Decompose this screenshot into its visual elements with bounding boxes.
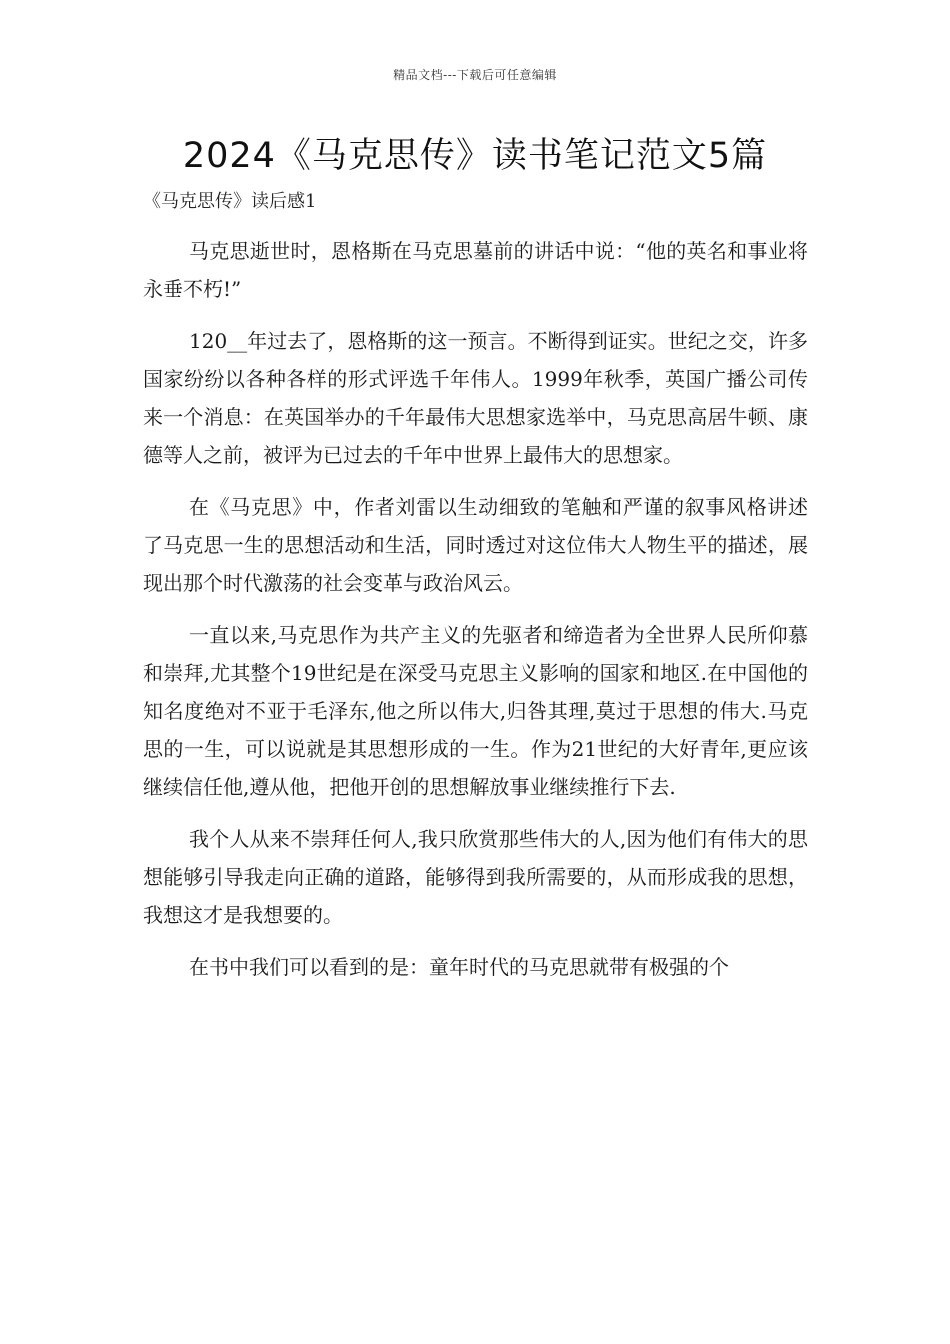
paragraph-6: 在书中我们可以看到的是：童年时代的马克思就带有极强的个 [189, 955, 729, 979]
paragraph-4: 一直以来,马克思作为共产主义的先驱者和缔造者为全世界人民所仰慕和崇拜,尤其整个19世纪是在深受马克思主义影响的国家和地区.在中国他的知名度绝对不亚于毛泽东,他之所以伟大,归咎其理,莫过于思想的伟大.马克思的一生，可以说就是其思想形成的一生。作为21世纪的大好青年,更应该继续信任他,遵从他，把他开创的思想解放事业继续推行下去. [143, 623, 808, 799]
body-text [143, 232, 808, 986]
paragraph-2: 120__年过去了，恩格斯的这一预言。不断得到证实。世纪之交，许多国家纷纷以各种各样的形式评选千年伟人。1999年秋季，英国广播公司传来一个消息：在英国举办的千年最伟大思想家选举中，马克思高居牛顿、康德等人之前，被评为已过去的千年中世界上最伟大的思想家。 [143, 329, 808, 467]
document-title: 2024《马克思传》读书笔记范文5篇 [182, 136, 768, 176]
paragraph-1: 马克思逝世时，恩格斯在马克思墓前的讲话中说：“他的英名和事业将永垂不朽!” [143, 239, 808, 301]
paragraph-5: 我个人从来不崇拜任何人,我只欣赏那些伟大的人,因为他们有伟大的思想能够引导我走向正确的道路，能够得到我所需要的，从而形成我的思想，我想这才是我想要的。 [143, 827, 808, 927]
paragraph-3: 在《马克思》中，作者刘雷以生动细致的笔触和严谨的叙事风格讲述了马克思一生的思想活动和生活，同时透过对这位伟大人物生平的描述，展现出那个时代激荡的社会变革与政治风云。 [143, 495, 808, 595]
header-note: 精品文档---下载后可任意编辑 [393, 68, 557, 82]
section-heading: 《马克思传》读后感1 [143, 191, 317, 212]
